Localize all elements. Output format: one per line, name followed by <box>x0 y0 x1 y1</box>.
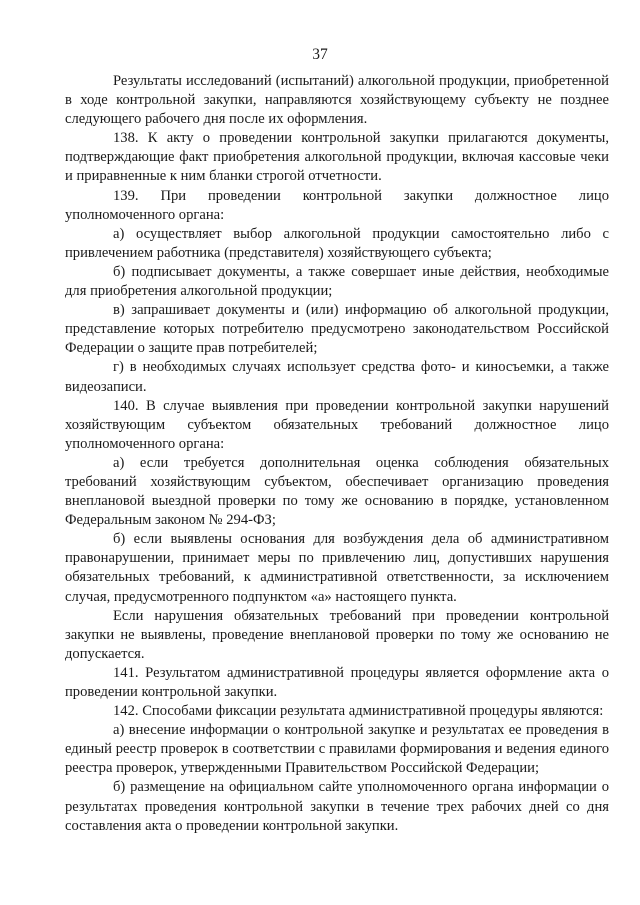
paragraph-140-no-violations: Если нарушения обязательных требований при проведении контрольной закупки не выявлены, проведение внеплановой проверки по тому же основанию не допускается. <box>65 607 609 662</box>
paragraph-139-g: г) в необходимых случаях использует средства фото- и киносъемки, а также видеозаписи. <box>65 359 609 395</box>
paragraph-142: 142. Способами фиксации результата административной процедуры являются: <box>113 703 604 720</box>
document-body <box>65 72 609 836</box>
paragraph-test-results: Результаты исследований (испытаний) алкогольной продукции, приобретенной в ходе контрольной закупки, направляются хозяйствующему субъекту не позднее следующего рабочего дня после их оформления. <box>65 73 609 128</box>
paragraph-139-v: в) запрашивает документы и (или) информацию об алкогольной продукции, представление которых потребителю предусмотрено законодательством Российской Федерации о защите прав потребителей; <box>65 302 609 357</box>
paragraph-140-a: а) если требуется дополнительная оценка соблюдения обязательных требований хозяйствующим субъектом, обеспечивает организацию проведения внеплановой выездной проверки по тому же основанию в порядке, установленном Федеральным законом № 294-ФЗ; <box>65 454 609 529</box>
page-number: 37 <box>312 46 328 63</box>
paragraph-138: 138. К акту о проведении контрольной закупки прилагаются документы, подтверждающие факт приобретения алкогольной продукции, включая кассовые чеки и приравненные к ним бланки строгой отчетности. <box>65 130 609 185</box>
paragraph-140-b: б) если выявлены основания для возбуждения дела об административном правонарушении, принимает меры по привлечению лиц, допустивших нарушения обязательных требований, к административной ответственности, за исключением случая, предусмотренного подпунктом «а» настоящего пункта. <box>65 531 609 605</box>
paragraph-139-a: а) осуществляет выбор алкогольной продукции самостоятельно либо с привлечением работника (представителя) хозяйствующего субъекта; <box>65 225 609 261</box>
paragraph-139-b: б) подписывает документы, а также совершает иные действия, необходимые для приобретения алкогольной продукции; <box>65 263 609 300</box>
paragraph-139: 139. При проведении контрольной закупки должностное лицо уполномоченного органа: <box>65 187 609 223</box>
paragraph-142-a: а) внесение информации о контрольной закупке и результатах ее проведения в единый реестр проверок в соответствии с правилами формирования и ведения единого реестра проверок, утвержденными Правительством Российской Федерации; <box>65 722 609 777</box>
paragraph-142-b: б) размещение на официальном сайте уполномоченного органа информации о результатах проведения контрольной закупки в течение трех рабочих дней со дня составления акта о проведении контрольной закупки. <box>65 779 609 834</box>
paragraph-141: 141. Результатом административной процедуры является оформление акта о проведении контрольной закупки. <box>65 664 609 700</box>
paragraph-140: 140. В случае выявления при проведении контрольной закупки нарушений хозяйствующим субъектом обязательных требований должностное лицо уполномоченного органа: <box>65 397 609 452</box>
